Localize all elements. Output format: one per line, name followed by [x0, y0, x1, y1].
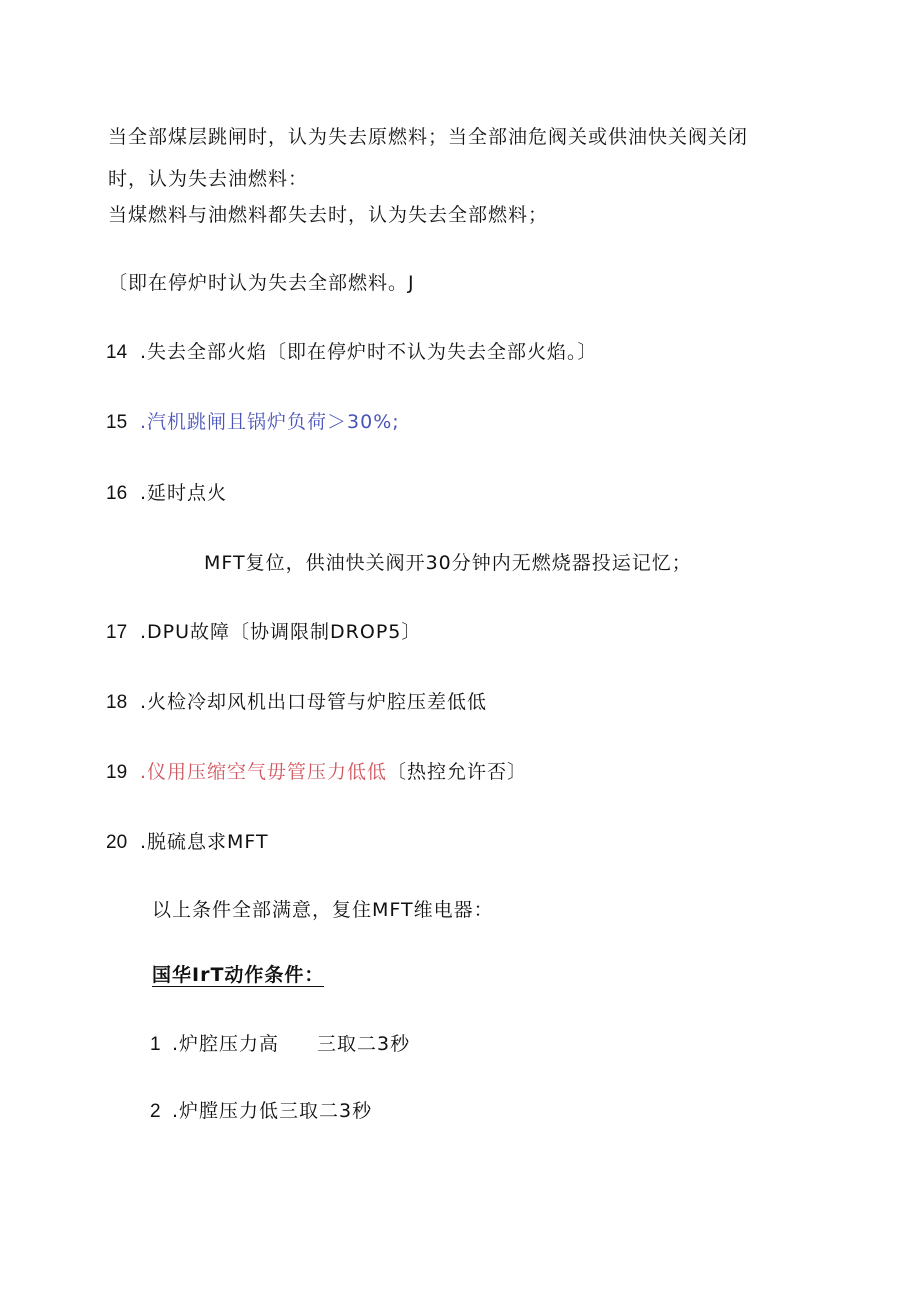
summary-line	[152, 897, 494, 923]
text: 时，认为失去油燃料：	[108, 168, 309, 190]
list-item-19	[106, 759, 527, 786]
condition-text: .炉膛压力低三取二3秒	[172, 1100, 373, 1122]
paragraph-line-2	[108, 166, 308, 192]
item-number: 14	[106, 342, 128, 363]
condition-2	[150, 1098, 372, 1125]
item-number: 16	[106, 483, 128, 504]
paragraph-line-1	[108, 124, 748, 150]
text: 〔即在停炉时认为失去全部燃料。J	[108, 272, 415, 294]
text: 当煤燃料与油燃料都失去时，认为失去全部燃料；	[108, 204, 549, 226]
condition-number: 1	[150, 1034, 161, 1055]
item-text: .火检冷却风机出口母管与炉腔压差低低	[140, 691, 488, 713]
item-text: .DPU故障〔协调限制DROP5〕	[140, 621, 422, 643]
item-text-highlight: .仪用压缩空气毋管压力低低	[140, 761, 388, 783]
item-number: 18	[106, 692, 128, 713]
item-text: .失去全部火焰〔即在停炉时不认为失去全部火焰。〕	[140, 341, 598, 363]
condition-suffix: 三取二3秒	[317, 1033, 411, 1055]
text: 以上条件全部满意，复住MFT维电器：	[152, 899, 494, 921]
item-text: .脱硫息求MFT	[140, 831, 269, 853]
section-heading	[152, 962, 324, 988]
condition-text: .炉腔压力高	[172, 1033, 280, 1055]
condition-number: 2	[150, 1101, 161, 1122]
heading-text: 国华IrT动作条件：	[152, 964, 325, 986]
list-item-14	[106, 339, 598, 366]
condition-1	[150, 1031, 410, 1058]
list-item-18	[106, 689, 487, 716]
item-number: 19	[106, 762, 128, 783]
item-number: 20	[106, 832, 128, 853]
sub-item-16	[204, 550, 692, 576]
list-item-16	[106, 480, 227, 507]
list-item-15	[106, 409, 400, 436]
item-number: 15	[106, 412, 128, 433]
item-text: .延时点火	[140, 482, 228, 504]
paragraph-line-4	[108, 270, 415, 296]
item-text: .汽机跳闸且锅炉负荷＞30%;	[140, 411, 400, 433]
list-item-17	[106, 619, 421, 646]
paragraph-line-3	[108, 202, 548, 228]
item-number: 17	[106, 622, 128, 643]
text: MFT复位，供油快关阀开30分钟内无燃烧器投运记忆；	[204, 552, 692, 574]
list-item-20	[106, 829, 269, 856]
item-text-rest: 〔热控允许否〕	[387, 761, 528, 783]
text: 当全部煤层跳闸时，认为失去原燃料；当全部油危阀关或供油快关阀关闭	[108, 126, 749, 148]
